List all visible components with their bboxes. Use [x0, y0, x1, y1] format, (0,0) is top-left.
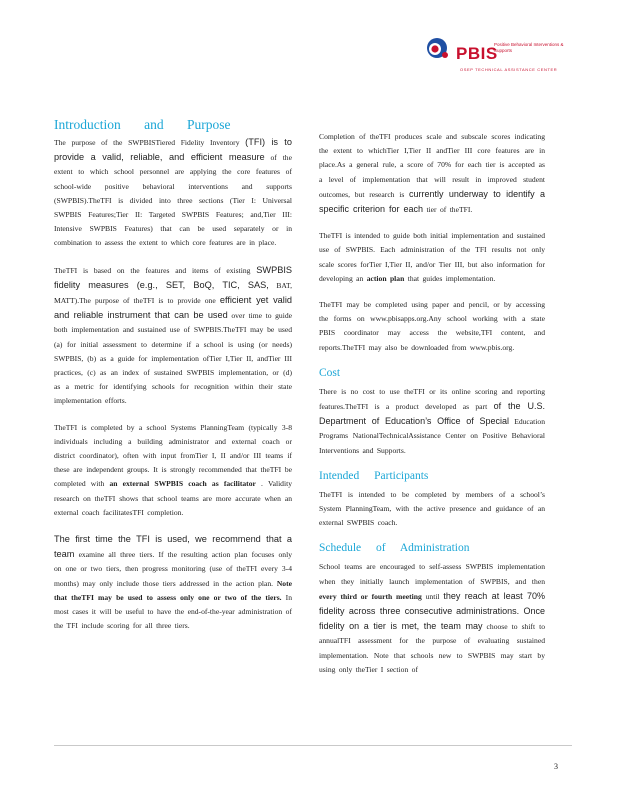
- text-run: School teams are encouraged to self-assess SWPBIS implementation when they initially launch implementation of SWPBIS, and then: [319, 562, 545, 586]
- intro-paragraph: [54, 135, 292, 251]
- page-number: 3: [554, 762, 558, 771]
- first-time-paragraph: [54, 532, 292, 633]
- score-paragraph: [319, 130, 545, 217]
- text-run: BAT, MATT).The purpose of theTFI is to provide one: [54, 280, 292, 306]
- text-run: In most cases it will be useful to have the end-of-the-year administration of the TFI include scoring for all three tiers.: [54, 592, 292, 631]
- guide-paragraph: [319, 229, 545, 286]
- text-run-bold: Note that theTFI may be used to assess only one or two of the tiers.: [54, 578, 292, 602]
- text-run-bold: an external SWPBIS coach as facilitator: [109, 479, 256, 489]
- text-run-lead: of the U.S. Department of Education’s Office of Special: [319, 401, 545, 427]
- text-run-lead: SWPBIS fidelity measures (e.g., SET, BoQ, TIC, SAS,: [54, 264, 293, 290]
- text-run: Completion of theTFI produces scale and subscale scores indicating the extent to whichTier I,Tier II andTier III core features are in place.As a general rule, a score of 70% for each tier is accepted as a level of implementation that will result in improved student outcomes, but research is: [319, 132, 545, 199]
- text-run: examine all three tiers. If the resulting action plan focuses only on one or two tiers, then progress monitoring (use of theTFI every 3-4 months) may only include those tiers addressed in the action plan.: [54, 550, 292, 588]
- basis-paragraph: [54, 263, 292, 409]
- completion-paragraph: [54, 421, 292, 520]
- cost-heading: Cost: [319, 366, 341, 379]
- schedule-paragraph: [319, 560, 545, 677]
- text-run: of the extent to which school personnel are applying the core features of school-wide positive behavioral interventions and supports (SWPBIS).TheTFI is divided into three sections (Tier I: Universal SWPBIS Features;Tier II: Targeted SWPBIS Features; and,Tier III: Intensive SWPBIS Features) that can be used separately or in combination to assess the extent to which core features are in place.: [54, 153, 292, 248]
- text-run-lead: The first time the TFI is used, we recommend that a team: [54, 534, 292, 560]
- logo-subline: OSEP TECHNICAL ASSISTANCE CENTER: [460, 67, 558, 72]
- right-column: [319, 130, 545, 689]
- footer-divider: [54, 745, 572, 746]
- schedule-heading: Schedule of Administration: [319, 542, 470, 555]
- text-run-lead: they reach at least 70% fidelity across three consecutive: [319, 590, 546, 617]
- text-run-bold: every third or fourth meeting: [319, 591, 422, 601]
- text-run-lead: administrations. Once fidelity on a tier is met, the team may: [319, 606, 545, 632]
- participants-paragraph: TheTFI is intended to be completed by members of a school’s System PlanningTeam, with the active presence and guidance of an external SWPBIS coach.: [319, 489, 545, 528]
- text-run: until: [425, 591, 440, 601]
- text-run-bold: action plan: [366, 273, 405, 283]
- logo-wordmark: PBIS: [456, 44, 498, 63]
- pbis-logo-mark-icon: [424, 36, 454, 66]
- intro-heading: Introduction and Purpose: [54, 117, 231, 132]
- text-run: TheTFI is intended to guide both initial implementation and sustained use of SWPBIS. Each administration of the TFI results not only scale scores forTier I,Tier II, and/or Tier III, but also information for developing an: [319, 231, 545, 283]
- text-run: Education Programs NationalTechnicalAssistance Center on Positive Behavioral Interventions and Supports.: [319, 417, 545, 455]
- text-run-lead: (TFI) is to provide a valid, reliable, and efficient measure: [54, 137, 292, 163]
- text-run: over time to guide both implementation and sustained use of SWPBIS.TheTFI may be used (a) for initial assessment to determine if a school is using (or needs) SWPBIS, (b) as a guide for implementation ofTier I,Tier II, andTier III practices, (c) as an index of sustained SWPBIS implementation, or (d) as a metric for identifying schools for recognition within their state implementation efforts.: [54, 311, 292, 406]
- text-run: TheTFI is based on the features and items of existing: [54, 265, 251, 275]
- text-run: TheTFI is completed by a school Systems PlanningTeam (typically 3-8 individuals including a building administrator and external coach or district coordinator), often with input fromTier I, II and/or III teams if these are independent groups. It is strongly recommended that theTFI be completed with: [54, 422, 292, 489]
- cost-paragraph: [319, 385, 545, 458]
- text-run: tier of theTFI.: [426, 205, 473, 215]
- logo-tagline: Positive Behavioral Interventions & Supports: [494, 42, 564, 53]
- text-run: . Validity research on theTFI shows that school teams are more accurate when an external coach facilitatesTFI completion.: [54, 479, 292, 517]
- text-run-lead: efficient yet valid and reliable instrument that can be used: [54, 295, 292, 321]
- access-paragraph: TheTFI may be completed using paper and pencil, or by accessing the forms on www.pbisapps.org.Any school working with a state PBIS coordinator may access the website,TFI content, and reports.TheTFI may also be downloaded from www.pbis.org.: [319, 300, 545, 352]
- left-column: [54, 112, 292, 646]
- text-run-lead: currently underway to identify a specific criterion for each: [319, 188, 545, 215]
- text-run: that guides implementation.: [407, 273, 496, 283]
- text-run: The purpose of the SWPBISTiered Fidelity Inventory: [54, 138, 240, 147]
- participants-heading: Intended Participants: [319, 469, 429, 482]
- text-run: There is no cost to use theTFI or its online scoring and reporting features.TheTFI is a product developed as part: [319, 386, 545, 412]
- text-run: choose to shift to annualTFI assessment for the purpose of evaluating sustained implementation. Note that schools new to SWPBIS may start by using only theTier I section of: [319, 622, 545, 674]
- pbis-logo: [424, 36, 574, 74]
